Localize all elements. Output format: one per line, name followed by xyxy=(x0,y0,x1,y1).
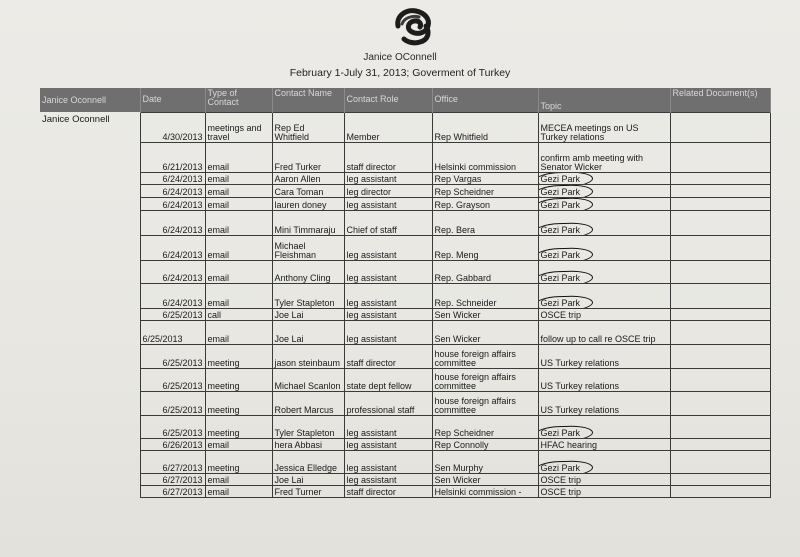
topic-cell xyxy=(538,438,670,450)
topic-text: Gezi Park xyxy=(540,297,581,308)
related-cell xyxy=(670,283,770,308)
contact-cell: Anthony Cling xyxy=(272,260,344,283)
office-cell: Sen Wicker xyxy=(432,308,538,320)
date-cell: 6/25/2013 xyxy=(140,320,205,344)
type-cell: email xyxy=(205,473,272,485)
topic-text: Gezi Park xyxy=(540,173,581,184)
table-row xyxy=(40,260,770,283)
related-cell xyxy=(670,485,770,497)
topic-cell xyxy=(538,368,670,391)
date-cell: 6/26/2013 xyxy=(140,438,205,450)
contact-owner-name xyxy=(40,473,140,485)
contact-owner-name xyxy=(40,344,140,368)
related-cell xyxy=(670,142,770,172)
office-cell: Rep. Schneider xyxy=(432,283,538,308)
table-row xyxy=(40,450,770,473)
contact-owner-name xyxy=(40,320,140,344)
table-row xyxy=(40,320,770,344)
table-row xyxy=(40,112,770,142)
topic-cell xyxy=(538,344,670,368)
contact-owner-name xyxy=(40,485,140,497)
role-cell: leg assistant xyxy=(344,172,432,184)
date-cell: 6/24/2013 xyxy=(140,260,205,283)
contact-owner-name xyxy=(40,172,140,184)
contact-cell: Michael Fleishman xyxy=(272,235,344,260)
topic-cell xyxy=(538,415,670,438)
office-cell: house foreign affairs committee xyxy=(432,368,538,391)
date-cell: 6/24/2013 xyxy=(140,283,205,308)
type-cell: email xyxy=(205,172,272,184)
contact-owner-name xyxy=(40,450,140,473)
contact-owner-name xyxy=(40,260,140,283)
type-cell: email xyxy=(205,210,272,235)
contact-owner-name xyxy=(40,283,140,308)
date-cell: 6/21/2013 xyxy=(140,142,205,172)
role-cell: leg assistant xyxy=(344,415,432,438)
related-cell xyxy=(670,197,770,210)
related-cell xyxy=(670,473,770,485)
topic-text: Gezi Park xyxy=(540,272,581,283)
type-cell: meetings and travel xyxy=(205,112,272,142)
related-cell xyxy=(670,235,770,260)
date-cell: 6/24/2013 xyxy=(140,172,205,184)
related-cell xyxy=(670,368,770,391)
contact-log-table xyxy=(40,88,771,498)
topic-cell xyxy=(538,320,670,344)
topic-text: Gezi Park xyxy=(540,462,581,473)
table-row xyxy=(40,344,770,368)
role-cell: leg assistant xyxy=(344,260,432,283)
related-cell xyxy=(670,320,770,344)
office-cell: Rep. Gabbard xyxy=(432,260,538,283)
table-row xyxy=(40,391,770,415)
contact-owner-name xyxy=(40,368,140,391)
topic-text: Gezi Park xyxy=(540,249,581,260)
related-cell xyxy=(670,172,770,184)
table-row xyxy=(40,235,770,260)
document-title: Janice OConnell xyxy=(363,52,437,63)
date-cell: 4/30/2013 xyxy=(140,112,205,142)
topic-text: OSCE trip xyxy=(540,486,582,497)
contact-owner-name xyxy=(40,308,140,320)
table-row xyxy=(40,172,770,184)
type-cell: meeting xyxy=(205,415,272,438)
contact-cell: Tyler Stapleton xyxy=(272,283,344,308)
office-cell: Rep. Grayson xyxy=(432,197,538,210)
topic-cell xyxy=(538,308,670,320)
topic-text: US Turkey relations xyxy=(540,357,620,368)
topic-cell xyxy=(538,391,670,415)
contact-cell: hera Abbasi xyxy=(272,438,344,450)
type-cell: meeting xyxy=(205,344,272,368)
topic-text: US Turkey relations xyxy=(540,380,620,391)
role-cell: leg assistant xyxy=(344,308,432,320)
contact-owner-name xyxy=(40,415,140,438)
office-cell: Rep Vargas xyxy=(432,172,538,184)
topic-cell xyxy=(538,260,670,283)
date-cell: 6/24/2013 xyxy=(140,235,205,260)
type-cell: email xyxy=(205,197,272,210)
topic-text: Gezi Park xyxy=(540,199,581,210)
related-cell xyxy=(670,210,770,235)
date-cell: 6/27/2013 xyxy=(140,473,205,485)
type-cell: email xyxy=(205,320,272,344)
office-cell: Rep. Bera xyxy=(432,210,538,235)
office-cell: Rep Connolly xyxy=(432,438,538,450)
header-row xyxy=(40,88,770,112)
date-cell: 6/25/2013 xyxy=(140,368,205,391)
related-cell xyxy=(670,260,770,283)
topic-cell xyxy=(538,112,670,142)
contact-owner-name xyxy=(40,197,140,210)
role-cell: leg director xyxy=(344,184,432,197)
topic-cell xyxy=(538,197,670,210)
table-row xyxy=(40,184,770,197)
contact-owner-name: Janice Oconnell xyxy=(42,114,110,125)
date-cell: 6/25/2013 xyxy=(140,391,205,415)
topic-text: confirm amb meeting with Senator Wicker xyxy=(540,152,644,172)
type-cell: email xyxy=(205,283,272,308)
related-cell xyxy=(670,438,770,450)
table-row xyxy=(40,485,770,497)
contact-cell: Aaron Allen xyxy=(272,172,344,184)
topic-text: OSCE trip xyxy=(540,309,582,320)
contact-owner-name xyxy=(40,391,140,415)
office-cell: Rep Scheidner xyxy=(432,184,538,197)
office-cell: house foreign affairs committee xyxy=(432,344,538,368)
office-cell: Sen Wicker xyxy=(432,320,538,344)
table-row xyxy=(40,438,770,450)
topic-cell xyxy=(538,172,670,184)
table-row xyxy=(40,308,770,320)
topic-cell xyxy=(538,485,670,497)
topic-cell xyxy=(538,142,670,172)
contact-cell: Joe Lai xyxy=(272,473,344,485)
handwritten-logo-mark xyxy=(392,6,438,46)
contact-cell: jason steinbaum xyxy=(272,344,344,368)
topic-text: follow up to call re OSCE trip xyxy=(540,333,656,344)
contact-cell: Jessica Elledge xyxy=(272,450,344,473)
header-contact: Contact Name xyxy=(272,88,344,112)
table-row xyxy=(40,142,770,172)
header-related: Related Document(s) xyxy=(670,88,770,112)
topic-text: MECEA meetings on US Turkey relations xyxy=(540,122,639,142)
header-name: Janice Oconnell xyxy=(40,88,140,112)
contact-cell: Robert Marcus xyxy=(272,391,344,415)
contact-owner-name xyxy=(40,184,140,197)
related-cell xyxy=(670,450,770,473)
role-cell: Member xyxy=(344,112,432,142)
contact-cell: Michael Scanlon xyxy=(272,368,344,391)
contact-cell: lauren doney xyxy=(272,197,344,210)
contact-cell: Rep Ed Whitfield xyxy=(272,112,344,142)
topic-cell xyxy=(538,283,670,308)
date-cell: 6/25/2013 xyxy=(140,308,205,320)
document-subtitle: February 1-July 31, 2013; Goverment of Turkey xyxy=(289,67,511,79)
office-cell: Helsinki commission - xyxy=(432,485,538,497)
role-cell: leg assistant xyxy=(344,320,432,344)
role-cell: leg assistant xyxy=(344,450,432,473)
contact-cell: Joe Lai xyxy=(272,320,344,344)
topic-text: US Turkey relations xyxy=(540,404,620,415)
date-cell: 6/24/2013 xyxy=(140,197,205,210)
related-cell xyxy=(670,344,770,368)
role-cell: leg assistant xyxy=(344,235,432,260)
date-cell: 6/24/2013 xyxy=(140,210,205,235)
related-cell xyxy=(670,184,770,197)
topic-text: Gezi Park xyxy=(540,224,581,235)
contact-owner-name xyxy=(40,210,140,235)
office-cell: Sen Wicker xyxy=(432,473,538,485)
role-cell: Chief of staff xyxy=(344,210,432,235)
contact-cell: Tyler Stapleton xyxy=(272,415,344,438)
table-row xyxy=(40,283,770,308)
office-cell: Rep Whitfield xyxy=(432,112,538,142)
contact-cell: Joe Lai xyxy=(272,308,344,320)
type-cell: call xyxy=(205,308,272,320)
date-cell: 6/24/2013 xyxy=(140,184,205,197)
topic-text: OSCE trip xyxy=(540,474,582,485)
contact-owner-name xyxy=(40,142,140,172)
related-cell xyxy=(670,112,770,142)
related-cell xyxy=(670,391,770,415)
table-row xyxy=(40,210,770,235)
table-row xyxy=(40,473,770,485)
office-cell: house foreign affairs committee xyxy=(432,391,538,415)
role-cell: state dept fellow xyxy=(344,368,432,391)
contact-owner-name xyxy=(40,235,140,260)
role-cell: leg assistant xyxy=(344,283,432,308)
header-office: Office xyxy=(432,88,538,112)
role-cell: staff director xyxy=(344,142,432,172)
role-cell: leg assistant xyxy=(344,473,432,485)
related-cell xyxy=(670,415,770,438)
role-cell: staff director xyxy=(344,485,432,497)
office-cell: Rep. Meng xyxy=(432,235,538,260)
header-role: Contact Role xyxy=(344,88,432,112)
date-cell: 6/25/2013 xyxy=(140,415,205,438)
topic-cell xyxy=(538,210,670,235)
contact-cell: Fred Turker xyxy=(272,142,344,172)
date-cell: 6/25/2013 xyxy=(140,344,205,368)
office-cell: Rep Scheidner xyxy=(432,415,538,438)
type-cell: meeting xyxy=(205,391,272,415)
type-cell: meeting xyxy=(205,368,272,391)
type-cell: email xyxy=(205,184,272,197)
topic-cell xyxy=(538,235,670,260)
contact-owner-name xyxy=(40,438,140,450)
topic-cell xyxy=(538,473,670,485)
topic-text: Gezi Park xyxy=(540,186,581,197)
contact-cell: Mini Timmaraju xyxy=(272,210,344,235)
header-topic: Topic xyxy=(538,88,670,112)
topic-cell xyxy=(538,184,670,197)
header-date: Date xyxy=(140,88,205,112)
table-row xyxy=(40,368,770,391)
role-cell: leg assistant xyxy=(344,438,432,450)
contact-cell: Cara Toman xyxy=(272,184,344,197)
topic-cell xyxy=(538,450,670,473)
type-cell: email xyxy=(205,485,272,497)
contact-cell: Fred Turner xyxy=(272,485,344,497)
type-cell: meeting xyxy=(205,450,272,473)
type-cell: email xyxy=(205,260,272,283)
header-type: Type of Contact xyxy=(205,88,272,112)
topic-text: HFAC hearing xyxy=(540,439,598,450)
date-cell: 6/27/2013 xyxy=(140,485,205,497)
related-cell xyxy=(670,308,770,320)
table-row xyxy=(40,415,770,438)
office-cell: Sen Murphy xyxy=(432,450,538,473)
type-cell: email xyxy=(205,142,272,172)
role-cell: leg assistant xyxy=(344,197,432,210)
role-cell: staff director xyxy=(344,344,432,368)
table-row xyxy=(40,197,770,210)
type-cell: email xyxy=(205,438,272,450)
role-cell: professional staff xyxy=(344,391,432,415)
date-cell: 6/27/2013 xyxy=(140,450,205,473)
topic-text: Gezi Park xyxy=(540,427,581,438)
office-cell: Helsinki commission xyxy=(432,142,538,172)
type-cell: email xyxy=(205,235,272,260)
